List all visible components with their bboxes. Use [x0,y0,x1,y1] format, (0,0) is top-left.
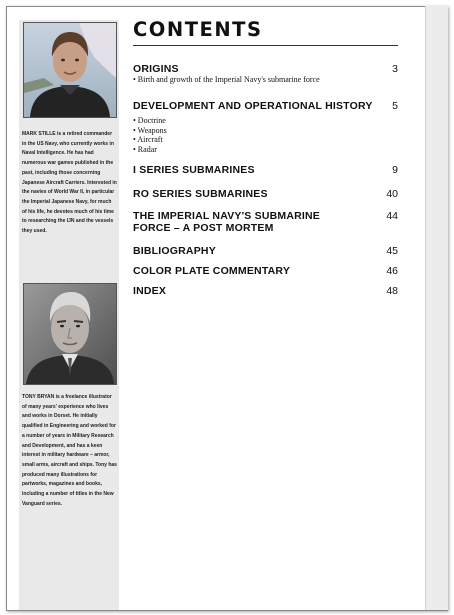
page-edge-strip [425,6,448,610]
toc-subitem: • Weapons [133,125,167,135]
toc-entry-development[interactable] [133,100,398,154]
author-bio: MARK STILLE is a retired commander in the US Navy, who currently works in Naval Intelligence. He has had numerous war games published in the past, including those concerning Japanese Aircraft Carriers. Interested in the navies of World War II, in particular the Imperial Japanese Navy, for much of his life, he devotes much of his time to researching the IJN and the vessels they used. [22,131,117,235]
illustrator-bio: TONY BRYAN is a freelance illustrator of many years' experience who lives and works in Dorset. He initially qualified in Engineering and worked for a number of years in Military Research and Development, and has a keen interest in military hardware – armor, small arms, aircraft and ships. Tony has produced many illustrations for partworks, magazines and books, including a number of titles in the New Vanguard series. [22,394,117,507]
toc-entry-bibliography[interactable] [133,245,398,257]
toc-subitem: • Birth and growth of the Imperial Navy's submarine force [133,75,320,84]
author-portrait-image [24,23,116,117]
toc-entry-page: 9 [392,164,398,176]
toc-entry-title: ORIGINS [133,63,179,75]
toc-entry-page: 3 [392,63,398,75]
toc-entry-origins[interactable] [133,63,398,85]
author-sidebar [19,20,119,610]
toc-entry-page: 5 [392,100,398,112]
author-photo [23,22,117,118]
book-page [6,6,448,611]
toc-entry-title: BIBLIOGRAPHY [133,245,216,257]
toc-entry-i-series[interactable] [133,164,398,176]
toc-entry-color-plate[interactable] [133,265,398,277]
toc-entry-page: 45 [386,245,398,257]
toc-entry-title: RO SERIES SUBMARINES [133,188,268,200]
toc-entry-index[interactable] [133,285,398,297]
toc-entry-title: THE IMPERIAL NAVY'S SUBMARINE FORCE – A POST MORTEM [133,210,321,234]
toc-entry-title: I SERIES SUBMARINES [133,164,255,176]
toc-entry-page: 40 [386,188,398,200]
illustrator-photo [23,283,117,385]
toc-entry-title: DEVELOPMENT AND OPERATIONAL HISTORY [133,100,373,112]
toc-entry-ro-series[interactable] [133,188,398,200]
toc-entry-page: 48 [386,285,398,297]
toc-entry-title: COLOR PLATE COMMENTARY [133,265,291,277]
illustrator-portrait-image [24,284,116,384]
toc-entry-page: 44 [386,210,398,222]
toc-entry-post-mortem[interactable] [133,210,398,234]
toc-subitem: • Doctrine [133,116,166,125]
heading-rule [133,45,398,46]
toc-subitem: • Radar [133,144,157,154]
toc-entry-title: INDEX [133,285,167,297]
toc-subitem: • Aircraft [133,135,163,144]
toc-entry-page: 46 [386,265,398,277]
contents-heading: CONTENTS [133,18,263,41]
